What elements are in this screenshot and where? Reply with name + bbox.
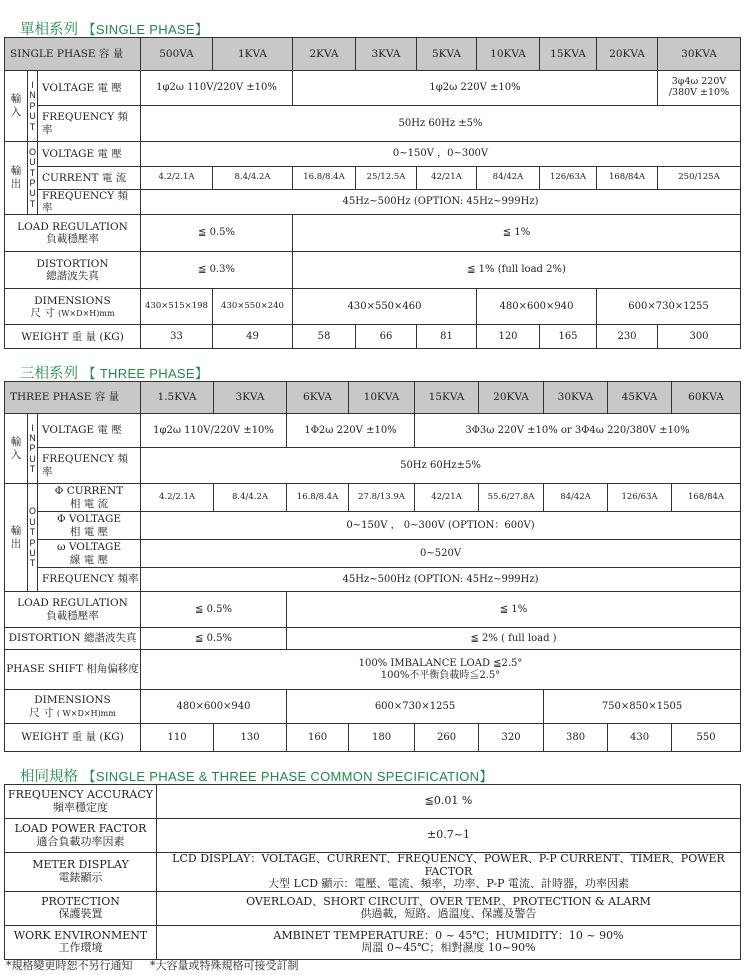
input-zh-label: 輸 入 bbox=[5, 71, 28, 142]
capacity-cell: 10KVA bbox=[349, 382, 415, 414]
weight-cell: 320 bbox=[479, 724, 544, 752]
voltage-in-cell: 1φ2ω 110V/220V ±10% bbox=[141, 71, 293, 106]
phase-shift-label: PHASE SHIFT 相角偏移度 bbox=[5, 650, 141, 690]
weight-cell: 260 bbox=[415, 724, 479, 752]
weight-cell: 66 bbox=[356, 325, 417, 349]
input-en-label: I N P U T bbox=[28, 71, 38, 142]
current-cell: 168/84A bbox=[597, 167, 658, 190]
dimensions-label: DIMENSIONS 尺 寸 (W×D×H)mm bbox=[5, 289, 141, 325]
current-cell: 42/21A bbox=[417, 167, 477, 190]
three-phase-title bbox=[20, 362, 208, 383]
load-regulation-cell: ≦ 0.5% bbox=[141, 215, 293, 252]
capacity-cell: 30KVA bbox=[544, 382, 608, 414]
common-value: AMBINET TEMPERATURE：0 ~ 45℃；HUMIDITY：10 ~ 90% 周溫 0~45℃；相對濕度 10~90% bbox=[157, 925, 741, 959]
frequency-out-cell: 45Hz~500Hz (OPTION: 45Hz~999Hz) bbox=[141, 568, 741, 592]
phase-voltage-label: Φ VOLTAGE 相 電 壓 bbox=[38, 512, 141, 540]
common-value: ≦0.01 % bbox=[157, 785, 741, 819]
three-weight-row bbox=[5, 724, 741, 752]
current-cell: 42/21A bbox=[415, 484, 479, 512]
single-output-frequency-row bbox=[5, 190, 741, 215]
frequency-out-label: FREQUENCY 頻 率 bbox=[38, 190, 141, 215]
output-en-label: O U T P U T bbox=[28, 142, 38, 215]
weight-cell: 81 bbox=[417, 325, 477, 349]
common-spec-title bbox=[20, 765, 493, 786]
common-title-en: 【SINGLE PHASE & THREE PHASE COMMON SPECIFICATION】 bbox=[82, 769, 493, 784]
single-header-row bbox=[5, 38, 741, 71]
capacity-cell: 2KVA bbox=[293, 38, 356, 71]
common-row bbox=[5, 819, 741, 853]
capacity-cell: 6KVA bbox=[287, 382, 349, 414]
weight-cell: 550 bbox=[672, 724, 741, 752]
voltage-in-cell: 1Φ2ω 220V ±10% bbox=[287, 414, 415, 448]
three-input-voltage-row bbox=[5, 414, 741, 448]
line-voltage-cell: 0~520V bbox=[141, 540, 741, 568]
common-label: PROTECTION 保護裝置 bbox=[5, 891, 157, 925]
current-cell: 27.8/13.9A bbox=[349, 484, 415, 512]
current-cell: 16.8/8.4A bbox=[287, 484, 349, 512]
dimensions-cell: 430×550×240 bbox=[213, 289, 293, 325]
three-header-row bbox=[5, 382, 741, 414]
three-distortion-row bbox=[5, 628, 741, 650]
capacity-cell: 20KVA bbox=[597, 38, 658, 71]
single-weight-row bbox=[5, 325, 741, 349]
common-value: LCD DISPLAY：VOLTAGE、CURRENT、FREQUENCY、POWER、P-P CURRENT、TIMER、POWER FACTOR 大型 LCD 顯示：電壓、電流、頻率，功率、P-P 電流、計時器，功率因素 bbox=[157, 853, 741, 892]
phase-current-label: Φ CURRENT 相 電 流 bbox=[38, 484, 141, 512]
capacity-cell: 15KVA bbox=[540, 38, 597, 71]
single-title-en: 【SINGLE PHASE】 bbox=[82, 22, 209, 37]
capacity-cell: 1.5KVA bbox=[141, 382, 214, 414]
voltage-out-cell: 0~150V ，0~300V bbox=[141, 142, 741, 167]
dimensions-cell: 430×550×460 bbox=[293, 289, 477, 325]
current-out-label: CURRENT 電 流 bbox=[38, 167, 141, 190]
load-regulation-cell: ≦ 0.5% bbox=[141, 592, 287, 628]
three-phase-shift-row bbox=[5, 650, 741, 690]
distortion-label: DISTORTION 總諧波失真 bbox=[5, 252, 141, 289]
single-title-zh: 單相系列 bbox=[20, 22, 78, 38]
dimensions-cell: 600×730×1255 bbox=[287, 690, 544, 724]
footer-notes bbox=[6, 957, 313, 973]
weight-cell: 165 bbox=[540, 325, 597, 349]
voltage-in-label: VOLTAGE 電 壓 bbox=[38, 71, 141, 106]
capacity-cell: 5KVA bbox=[417, 38, 477, 71]
current-cell: 250/125A bbox=[658, 167, 741, 190]
distortion-cell: ≦ 1% (full load 2%) bbox=[293, 252, 741, 289]
weight-cell: 120 bbox=[477, 325, 540, 349]
three-phase-voltage-row bbox=[5, 512, 741, 540]
weight-label: WEIGHT 重 量 (KG) bbox=[5, 724, 141, 752]
distortion-label: DISTORTION 總諧波失真 bbox=[5, 628, 141, 650]
capacity-cell: 1KVA bbox=[213, 38, 293, 71]
input-en-label: I N P U T bbox=[28, 414, 38, 484]
dimensions-cell: 430×515×198 bbox=[141, 289, 213, 325]
current-cell: 4.2/2.1A bbox=[141, 484, 214, 512]
current-cell: 4.2/2.1A bbox=[141, 167, 213, 190]
common-row bbox=[5, 891, 741, 925]
input-zh-label: 輸 入 bbox=[5, 414, 28, 484]
voltage-out-label: VOLTAGE 電 壓 bbox=[38, 142, 141, 167]
weight-cell: 110 bbox=[141, 724, 214, 752]
line-voltage-label: ω VOLTAGE 線 電 壓 bbox=[38, 540, 141, 568]
voltage-in-cell: 3φ4ω 220V /380V ±10% bbox=[658, 71, 741, 106]
capacity-cell: 3KVA bbox=[214, 382, 287, 414]
frequency-in-cell: 50Hz 60Hz±5% bbox=[141, 448, 741, 484]
single-load-regulation-row bbox=[5, 215, 741, 252]
weight-cell: 58 bbox=[293, 325, 356, 349]
single-input-voltage-row bbox=[5, 71, 741, 106]
frequency-out-cell: 45Hz~500Hz (OPTION: 45Hz~999Hz) bbox=[141, 190, 741, 215]
weight-label: WEIGHT 重 量 (KG) bbox=[5, 325, 141, 349]
weight-cell: 49 bbox=[213, 325, 293, 349]
capacity-cell: 20KVA bbox=[479, 382, 544, 414]
load-regulation-cell: ≦ 1% bbox=[287, 592, 741, 628]
distortion-cell: ≦ 2% ( full load ) bbox=[287, 628, 741, 650]
common-row bbox=[5, 853, 741, 892]
common-label: FREQUENCY ACCURACY 頻率穩定度 bbox=[5, 785, 157, 819]
output-en-label: O U T P U T bbox=[28, 484, 38, 592]
current-cell: 84/42A bbox=[544, 484, 608, 512]
current-cell: 8.4/4.2A bbox=[214, 484, 287, 512]
frequency-in-label: FREQUENCY 頻 率 bbox=[38, 106, 141, 142]
single-current-row bbox=[5, 167, 741, 190]
single-input-frequency-row bbox=[5, 106, 741, 142]
common-row bbox=[5, 925, 741, 959]
weight-cell: 430 bbox=[608, 724, 672, 752]
current-cell: 168/84A bbox=[672, 484, 741, 512]
distortion-cell: ≦ 0.3% bbox=[141, 252, 293, 289]
common-row bbox=[5, 785, 741, 819]
frequency-out-label: FREQUENCY 頻率 bbox=[38, 568, 141, 592]
footer-note: *規格變更時恕不另行通知 bbox=[6, 959, 133, 972]
capacity-cell: 60KVA bbox=[672, 382, 741, 414]
phase-voltage-cell: 0~150V ， 0~300V (OPTION：600V) bbox=[141, 512, 741, 540]
voltage-in-label: VOLTAGE 電 壓 bbox=[38, 414, 141, 448]
load-regulation-label: LOAD REGULATION 負載穩壓率 bbox=[5, 215, 141, 252]
three-load-regulation-row bbox=[5, 592, 741, 628]
dimensions-cell: 480×600×940 bbox=[141, 690, 287, 724]
frequency-in-label: FREQUENCY 頻 率 bbox=[38, 448, 141, 484]
capacity-cell: 45KVA bbox=[608, 382, 672, 414]
weight-cell: 180 bbox=[349, 724, 415, 752]
dimensions-cell: 750×850×1505 bbox=[544, 690, 741, 724]
weight-cell: 300 bbox=[658, 325, 741, 349]
three-current-row bbox=[5, 484, 741, 512]
single-distortion-row bbox=[5, 252, 741, 289]
capacity-cell: 500VA bbox=[141, 38, 213, 71]
dimensions-cell: 600×730×1255 bbox=[597, 289, 741, 325]
single-output-voltage-row bbox=[5, 142, 741, 167]
voltage-in-cell: 1φ2ω 110V/220V ±10% bbox=[141, 414, 287, 448]
weight-cell: 160 bbox=[287, 724, 349, 752]
single-phase-title bbox=[20, 18, 208, 39]
load-regulation-cell: ≦ 1% bbox=[293, 215, 741, 252]
current-cell: 25/12.5A bbox=[356, 167, 417, 190]
frequency-in-cell: 50Hz 60Hz ±5% bbox=[141, 106, 741, 142]
weight-cell: 380 bbox=[544, 724, 608, 752]
three-dimensions-row bbox=[5, 690, 741, 724]
weight-cell: 230 bbox=[597, 325, 658, 349]
current-cell: 126/63A bbox=[540, 167, 597, 190]
current-cell: 8.4/4.2A bbox=[213, 167, 293, 190]
common-title-zh: 相同規格 bbox=[20, 769, 78, 785]
dimensions-label: DIMENSIONS 尺 寸 ( W×D×H)mm bbox=[5, 690, 141, 724]
weight-cell: 130 bbox=[214, 724, 287, 752]
weight-cell: 33 bbox=[141, 325, 213, 349]
three-title-zh: 三相系列 bbox=[20, 366, 78, 382]
common-spec-table bbox=[4, 784, 741, 960]
three-output-frequency-row bbox=[5, 568, 741, 592]
current-cell: 55.6/27.8A bbox=[479, 484, 544, 512]
phase-shift-cell: 100% IMBALANCE LOAD ≦2.5° 100%不平衡負載時≦2.5° bbox=[141, 650, 741, 690]
single-phase-table bbox=[4, 37, 741, 349]
footer-note: *大容量或特殊規格可接受訂制 bbox=[150, 959, 299, 972]
output-zh-label: 輸 出 bbox=[5, 142, 28, 215]
capacity-cell: 3KVA bbox=[356, 38, 417, 71]
current-cell: 126/63A bbox=[608, 484, 672, 512]
three-title-en: 【 THREE PHASE】 bbox=[82, 366, 209, 381]
three-header-label: THREE PHASE 容 量 bbox=[5, 382, 141, 414]
capacity-cell: 10KVA bbox=[477, 38, 540, 71]
three-phase-table bbox=[4, 381, 741, 752]
current-cell: 84/42A bbox=[477, 167, 540, 190]
distortion-cell: ≦ 0.5% bbox=[141, 628, 287, 650]
common-label: LOAD POWER FACTOR 適合負載功率因素 bbox=[5, 819, 157, 853]
voltage-in-cell: 3Φ3ω 220V ±10% or 3Φ4ω 220/380V ±10% bbox=[415, 414, 741, 448]
load-regulation-label: LOAD REGULATION 負載穩壓率 bbox=[5, 592, 141, 628]
capacity-cell: 15KVA bbox=[415, 382, 479, 414]
common-label: WORK ENVIRONMENT 工作環境 bbox=[5, 925, 157, 959]
single-dimensions-row bbox=[5, 289, 741, 325]
three-input-frequency-row bbox=[5, 448, 741, 484]
three-line-voltage-row bbox=[5, 540, 741, 568]
common-value: ±0.7~1 bbox=[157, 819, 741, 853]
common-value: OVERLOAD、SHORT CIRCUIT、OVER TEMP.、PROTECTION & ALARM 供過載，短路、過溫度、保護及警告 bbox=[157, 891, 741, 925]
voltage-in-cell: 1φ2ω 220V ±10% bbox=[293, 71, 658, 106]
dimensions-cell: 480×600×940 bbox=[477, 289, 597, 325]
common-label: METER DISPLAY 電錶顯示 bbox=[5, 853, 157, 892]
current-cell: 16.8/8.4A bbox=[293, 167, 356, 190]
single-header-label: SINGLE PHASE 容 量 bbox=[5, 38, 141, 71]
capacity-cell: 30KVA bbox=[658, 38, 741, 71]
output-zh-label: 輸 出 bbox=[5, 484, 28, 592]
